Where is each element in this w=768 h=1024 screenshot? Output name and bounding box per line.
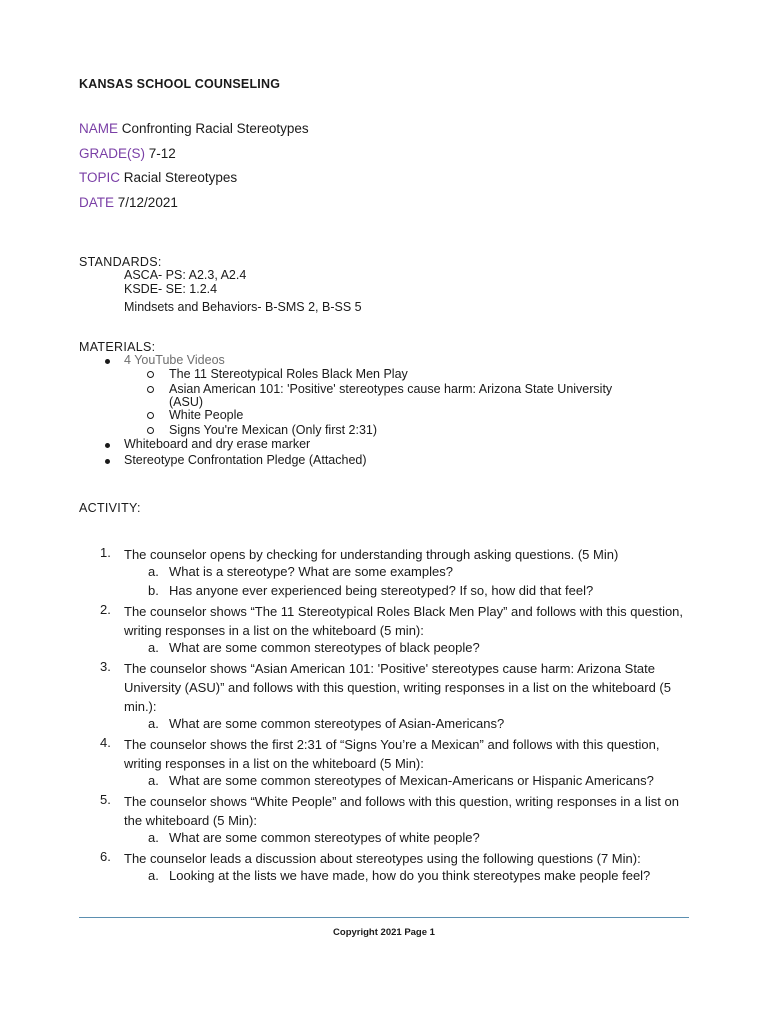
video-item-continued: (ASU) bbox=[169, 395, 204, 409]
video-item: Signs You're Mexican (Only first 2:31) bbox=[169, 423, 378, 437]
step-text: The counselor leads a discussion about stereotypes using the following questions (7 Min): bbox=[124, 851, 641, 866]
step-text: The counselor shows “The 11 Stereotypical Roles Black Men Play” and follows with this question, writing responses in a list on the whiteboard (5 min): bbox=[124, 604, 684, 638]
organization-title: KANSAS SCHOOL COUNSELING bbox=[79, 77, 281, 91]
sub-question: Has anyone ever experienced being stereotyped? If so, how did that feel? bbox=[169, 583, 594, 598]
name-row bbox=[79, 121, 309, 136]
sub-letter: a. bbox=[148, 868, 159, 883]
step-number: 3. bbox=[100, 659, 111, 674]
sub-question: What are some common stereotypes of Asian-Americans? bbox=[169, 716, 505, 731]
video-item: Asian American 101: 'Positive' stereotypes cause harm: Arizona State University bbox=[169, 382, 613, 396]
materials-heading: MATERIALS: bbox=[79, 340, 156, 354]
step-number: 5. bbox=[100, 792, 111, 807]
grade-row bbox=[79, 146, 176, 161]
step-text: The counselor shows the first 2:31 of “Signs You’re a Mexican” and follows with this question, writing responses in a list on the whiteboard (5 Min): bbox=[124, 737, 660, 771]
activity-heading: ACTIVITY: bbox=[79, 501, 141, 515]
footer-copyright: Copyright 2021 Page 1 bbox=[333, 927, 435, 938]
circle-bullet-icon bbox=[147, 371, 154, 378]
date-row bbox=[79, 195, 178, 210]
sub-question: What are some common stereotypes of Mexican-Americans or Hispanic Americans? bbox=[169, 773, 654, 788]
standard-item: ASCA- PS: A2.3, A2.4 bbox=[124, 268, 247, 282]
step-number: 1. bbox=[100, 545, 111, 560]
topic-row bbox=[79, 170, 237, 185]
sub-question: Looking at the lists we have made, how do you think stereotypes make people feel? bbox=[169, 868, 651, 883]
material-item: Stereotype Confrontation Pledge (Attached) bbox=[124, 453, 367, 467]
video-item: The 11 Stereotypical Roles Black Men Play bbox=[169, 367, 408, 381]
step-text: The counselor opens by checking for understanding through asking questions. (5 Min) bbox=[124, 547, 619, 562]
step-number: 2. bbox=[100, 602, 111, 617]
sub-question: What are some common stereotypes of white people? bbox=[169, 830, 480, 845]
bullet-icon bbox=[105, 459, 110, 464]
circle-bullet-icon bbox=[147, 427, 154, 434]
sub-letter: b. bbox=[148, 583, 159, 598]
name-label: NAME bbox=[79, 121, 119, 136]
step-text: The counselor shows “White People” and follows with this question, writing responses in a list on the whiteboard (5 Min): bbox=[124, 794, 679, 828]
sub-letter: a. bbox=[148, 640, 159, 655]
circle-bullet-icon bbox=[147, 386, 154, 393]
circle-bullet-icon bbox=[147, 412, 154, 419]
standards-heading: STANDARDS: bbox=[79, 255, 162, 269]
sub-letter: a. bbox=[148, 773, 159, 788]
bullet-icon bbox=[105, 359, 110, 364]
videos-label: 4 YouTube Videos bbox=[124, 353, 225, 367]
topic-value: Racial Stereotypes bbox=[123, 170, 238, 185]
video-item: White People bbox=[169, 408, 244, 422]
footer-divider bbox=[79, 917, 689, 918]
sub-letter: a. bbox=[148, 830, 159, 845]
sub-question: What is a stereotype? What are some examples? bbox=[169, 564, 453, 579]
material-item: Whiteboard and dry erase marker bbox=[124, 437, 311, 451]
grade-label: GRADE(S) bbox=[79, 146, 146, 161]
date-label: DATE bbox=[79, 195, 115, 210]
sub-letter: a. bbox=[148, 716, 159, 731]
bullet-icon bbox=[105, 443, 110, 448]
step-text: The counselor shows “Asian American 101: 'Positive' stereotypes cause harm: Arizona State University (ASU)” and follows with this question, writing responses in a list on the whiteboard (5 min.): bbox=[124, 661, 671, 714]
grade-value: 7-12 bbox=[148, 146, 176, 161]
sub-question: What are some common stereotypes of black people? bbox=[169, 640, 480, 655]
standard-item: Mindsets and Behaviors- B-SMS 2, B-SS 5 bbox=[124, 300, 362, 314]
step-number: 4. bbox=[100, 735, 111, 750]
date-value: 7/12/2021 bbox=[117, 195, 178, 210]
sub-letter: a. bbox=[148, 564, 159, 579]
standard-item: KSDE- SE: 1.2.4 bbox=[124, 282, 218, 296]
topic-label: TOPIC bbox=[79, 170, 121, 185]
name-value: Confronting Racial Stereotypes bbox=[121, 121, 309, 136]
step-number: 6. bbox=[100, 849, 111, 864]
